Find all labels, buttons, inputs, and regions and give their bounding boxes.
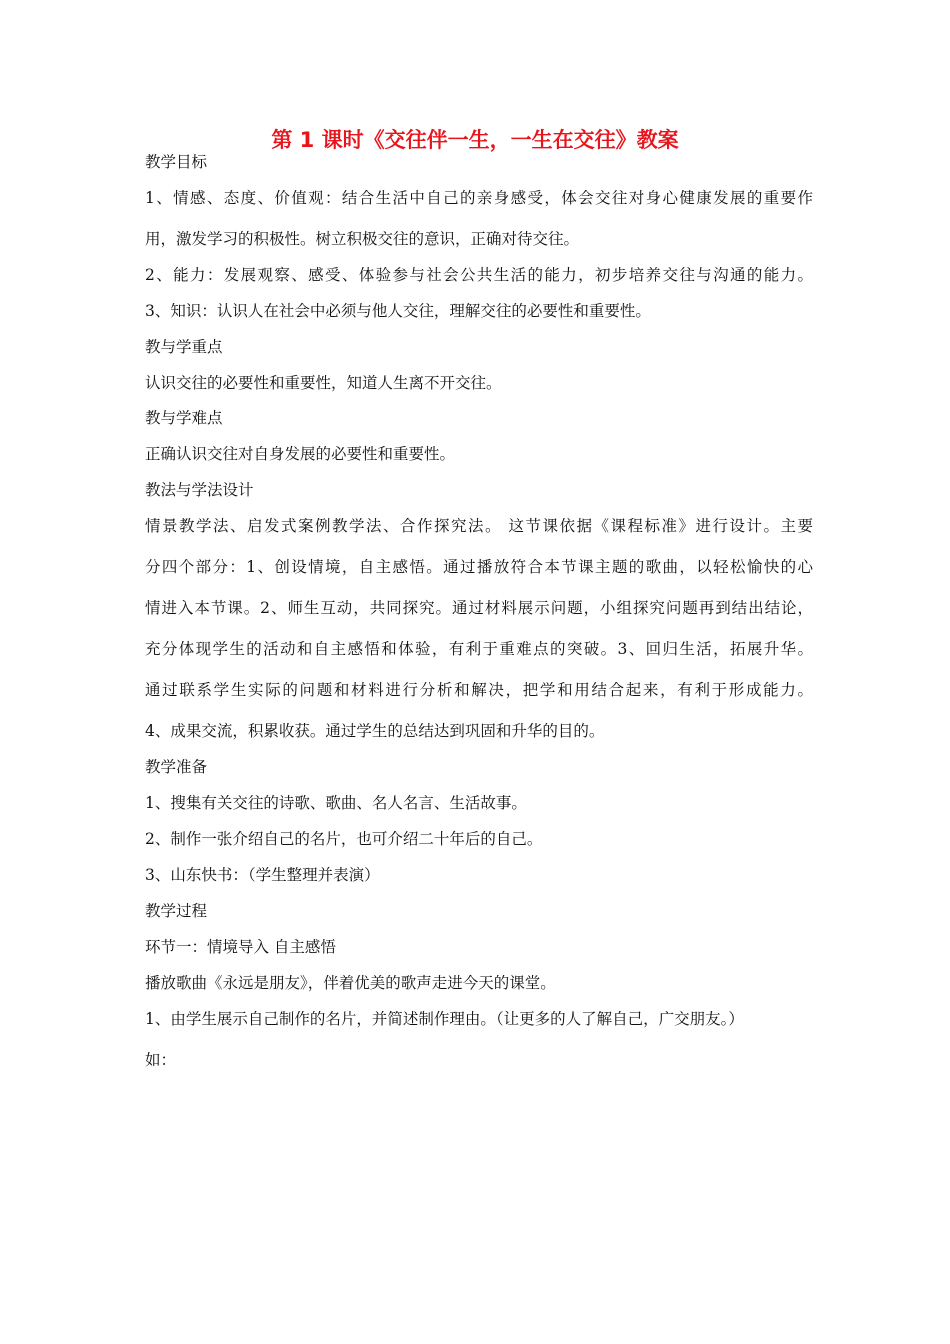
paragraph-line: 正确认识交往对自身发展的必要性和重要性。 bbox=[145, 445, 456, 463]
heading-teaching-process: 教学过程 bbox=[145, 902, 208, 920]
paragraph-line: 1、搜集有关交往的诗歌、歌曲、名人名言、生活故事。 bbox=[145, 794, 527, 812]
paragraph-line: 用，激发学习的积极性。树立积极交往的意识，正确对待交往。 bbox=[145, 230, 580, 248]
paragraph-line: 通过联系学生实际的问题和材料进行分析和解决，把学和用结合起来，有利于形成能力。 bbox=[145, 681, 813, 699]
paragraph-line: 如： bbox=[145, 1051, 177, 1069]
paragraph-line: 1、情感、态度、价值观：结合生活中自己的亲身感受，体会交往对身心健康发展的重要作 bbox=[145, 189, 813, 207]
paragraph-line: 情进入本节课。2、师生互动，共同探究。通过材料展示问题，小组探究问题再到结出结论， bbox=[145, 599, 813, 617]
paragraph-line: 4、成果交流，积累收获。通过学生的总结达到巩固和升华的目的。 bbox=[145, 722, 605, 740]
paragraph-line: 分四个部分：1、创设情境，自主感悟。通过播放符合本节课主题的歌曲，以轻松愉快的心 bbox=[145, 558, 813, 576]
paragraph-line: 3、知识：认识人在社会中必须与他人交往，理解交往的必要性和重要性。 bbox=[145, 302, 651, 320]
paragraph-line: 1、由学生展示自己制作的名片，并简述制作理由。（让更多的人了解自己，广交朋友。） bbox=[145, 1010, 744, 1028]
heading-key-points: 教与学重点 bbox=[145, 338, 223, 356]
paragraph-line: 认识交往的必要性和重要性，知道人生离不开交往。 bbox=[145, 374, 502, 392]
paragraph-line: 充分体现学生的活动和自主感悟和体验，有利于重难点的突破。3、回归生活，拓展升华。 bbox=[145, 640, 813, 658]
paragraph-line: 2、能力：发展观察、感受、体验参与社会公共生活的能力，初步培养交往与沟通的能力。 bbox=[145, 266, 813, 284]
paragraph-line: 3、山东快书：（学生整理并表演） bbox=[145, 866, 380, 884]
heading-teaching-goals: 教学目标 bbox=[145, 153, 208, 171]
paragraph-line: 环节一：情境导入 自主感悟 bbox=[145, 938, 336, 956]
paragraph-line: 播放歌曲《永远是朋友》，伴着优美的歌声走进今天的课堂。 bbox=[145, 974, 556, 992]
heading-difficult-points: 教与学难点 bbox=[145, 409, 223, 427]
document-title: 第 1 课时《交往伴一生，一生在交往》教案 bbox=[271, 128, 679, 152]
heading-teaching-preparation: 教学准备 bbox=[145, 758, 208, 776]
paragraph-line: 2、制作一张介绍自己的名片，也可介绍二十年后的自己。 bbox=[145, 830, 543, 848]
heading-method-design: 教法与学法设计 bbox=[145, 481, 254, 499]
paragraph-line: 情景教学法、启发式案例教学法、合作探究法。 这节课依据《课程标准》进行设计。主要 bbox=[145, 517, 813, 535]
